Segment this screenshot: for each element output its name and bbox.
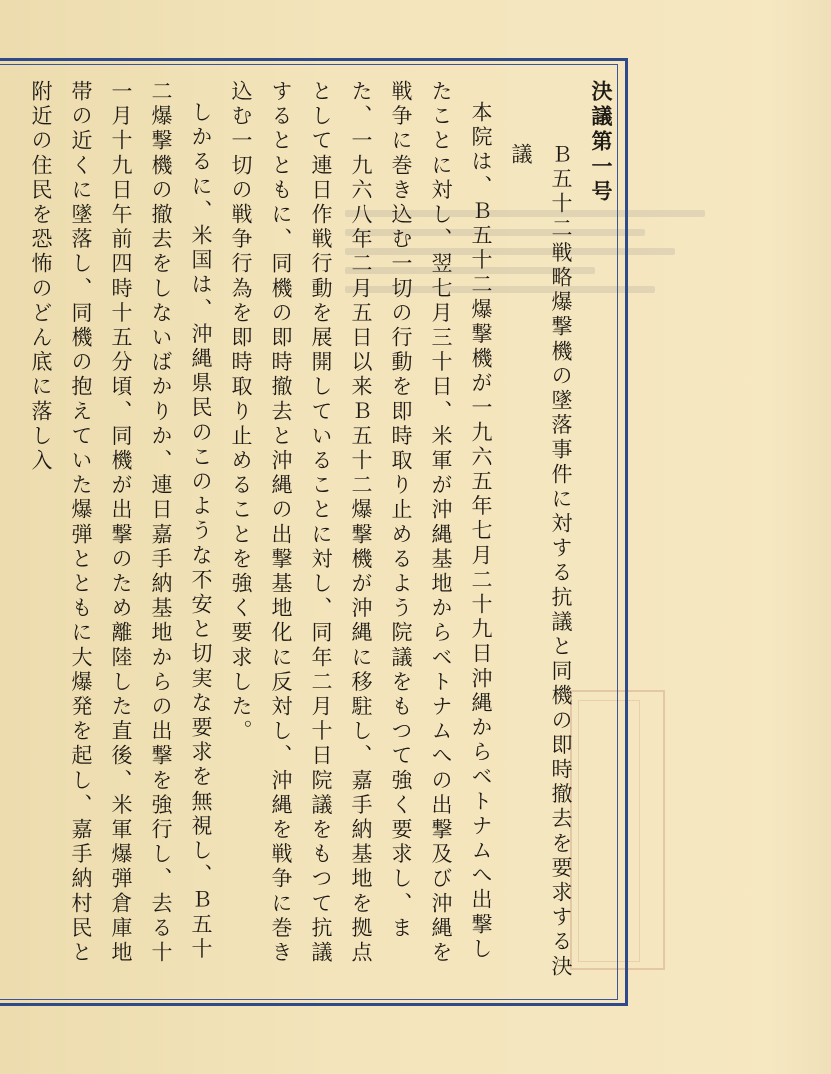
page-edge-shading [770, 0, 831, 1074]
resolution-subject: Ｂ五十二戦略爆撃機の墜落事件に対する抗議と同機の即時撤去を要求する決議 [509, 143, 573, 980]
resolution-text [21, 80, 621, 985]
resolution-paragraph-2: しかるに、米国は、沖縄県民のこのような不安と切実な要求を無視し、Ｂ五十二爆撃機の撤去をしないばかりか、連日嘉手納基地からの出撃を強行し、去る十一月十九日午前四時十五分頃、同機が出撃のため離陸した直後、米軍爆弾倉庫地帯の近くに墜落し、同機の抱えていた爆弾とともに大爆発を起し、嘉手納村民と附近の住民を恐怖のどん底に落し入 [29, 80, 213, 966]
resolution-paragraph-1: 本院は、Ｂ五十二爆撃機が一九六五年七月二十九日沖縄からベトナムへ出撃したことに対し、翌七月三十日、米軍が沖縄基地からベトナムへの出撃及び沖縄を戦争に巻き込む一切の行動を即時取り止めるよう院議をもつて強く要求し、また、一九六八年二月五日以来Ｂ五十二爆撃機が沖縄に移駐し、嘉手納基地を拠点として連日作戦行動を展開していることに対し、同年二月十日院議をもつて抗議するとともに、同機の即時撤去と沖縄の出撃基地化に反対し、沖縄を戦争に巻き込む一切の戦争行為を即時取り止めることを強く要求した。 [229, 80, 493, 966]
resolution-title: 決議第一号 [589, 80, 614, 205]
